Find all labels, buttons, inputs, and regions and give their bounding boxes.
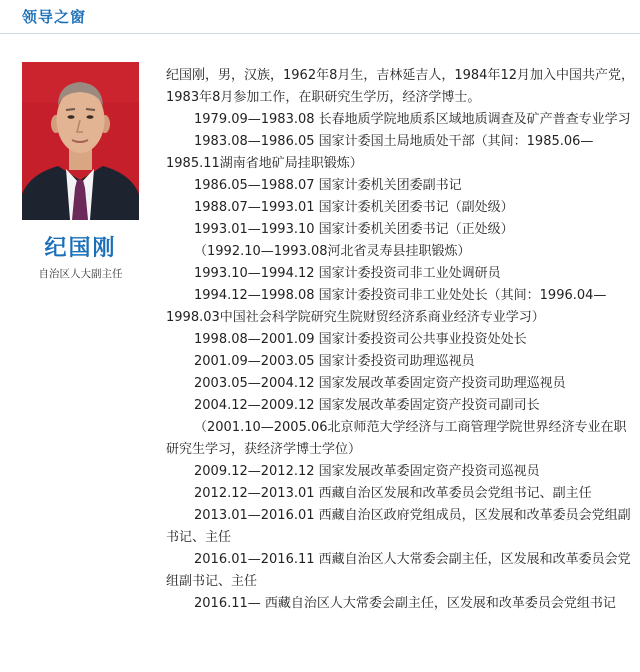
bio-entry: 2001.09—2003.05 国家计委投资司助理巡视员 <box>194 354 475 369</box>
leader-name: 纪国刚 <box>44 236 117 261</box>
bio-entry: 2013.01—2016.01 西藏自治区政府党组成员，区发展和改革委员会党组副书记、主任 <box>166 508 631 545</box>
bio-entry: 2016.01—2016.11 西藏自治区人大常委会副主任，区发展和改革委员会党组副书记、主任 <box>166 552 631 589</box>
bio-entry: 2009.12—2012.12 国家发展改革委固定资产投资司巡视员 <box>194 464 540 479</box>
biography <box>166 65 636 615</box>
leader-role: 自治区人大副主任 <box>38 268 123 280</box>
bio-entry: 1979.09—1983.08 长春地质学院地质系区域地质调查及矿产普查专业学习 <box>194 112 631 127</box>
bio-entry: （1992.10—1993.08河北省灵寿县挂职锻炼） <box>194 244 471 259</box>
bio-entry: 1994.12—1998.08 国家计委投资司非工业处处长（其间：1996.04—1998.03中国社会科学院研究生院财贸经济系商业经济专业学习） <box>166 288 607 325</box>
bio-entry: 2016.11— 西藏自治区人大常委会副主任，区发展和改革委员会党组书记 <box>194 596 616 611</box>
section-title: 领导之窗 <box>22 8 87 26</box>
portrait-image <box>22 62 139 220</box>
bio-entry: 2012.12—2013.01 西藏自治区发展和改革委员会党组书记、副主任 <box>194 486 592 501</box>
bio-entry: 2003.05—2004.12 国家发展改革委固定资产投资司助理巡视员 <box>194 376 566 391</box>
bio-intro: 纪国刚，男，汉族，1962年8月生，吉林延吉人，1984年12月加入中国共产党，1983年8月参加工作，在职研究生学历，经济学博士。 <box>166 68 634 105</box>
bio-entry: 1993.10—1994.12 国家计委投资司非工业处调研员 <box>194 266 501 281</box>
bio-entry: 1998.08—2001.09 国家计委投资司公共事业投资处处长 <box>194 332 527 347</box>
bio-entry: 1983.08—1986.05 国家计委国土局地质处干部（其间：1985.06—1985.11湖南省地矿局挂职锻炼） <box>166 134 594 171</box>
bio-entry: 1993.01—1993.10 国家计委机关团委书记（正处级） <box>194 222 514 237</box>
bio-entry: 1986.05—1988.07 国家计委机关团委副书记 <box>194 178 462 193</box>
portrait-photo <box>22 62 139 220</box>
section-header <box>0 0 640 34</box>
bio-entry: 2004.12—2009.12 国家发展改革委固定资产投资司副司长 <box>194 398 540 413</box>
bio-entry: 1988.07—1993.01 国家计委机关团委书记（副处级） <box>194 200 514 215</box>
bio-entry: （2001.10—2005.06北京师范大学经济与工商管理学院世界经济专业在职研究生学习，获经济学博士学位） <box>166 420 627 457</box>
